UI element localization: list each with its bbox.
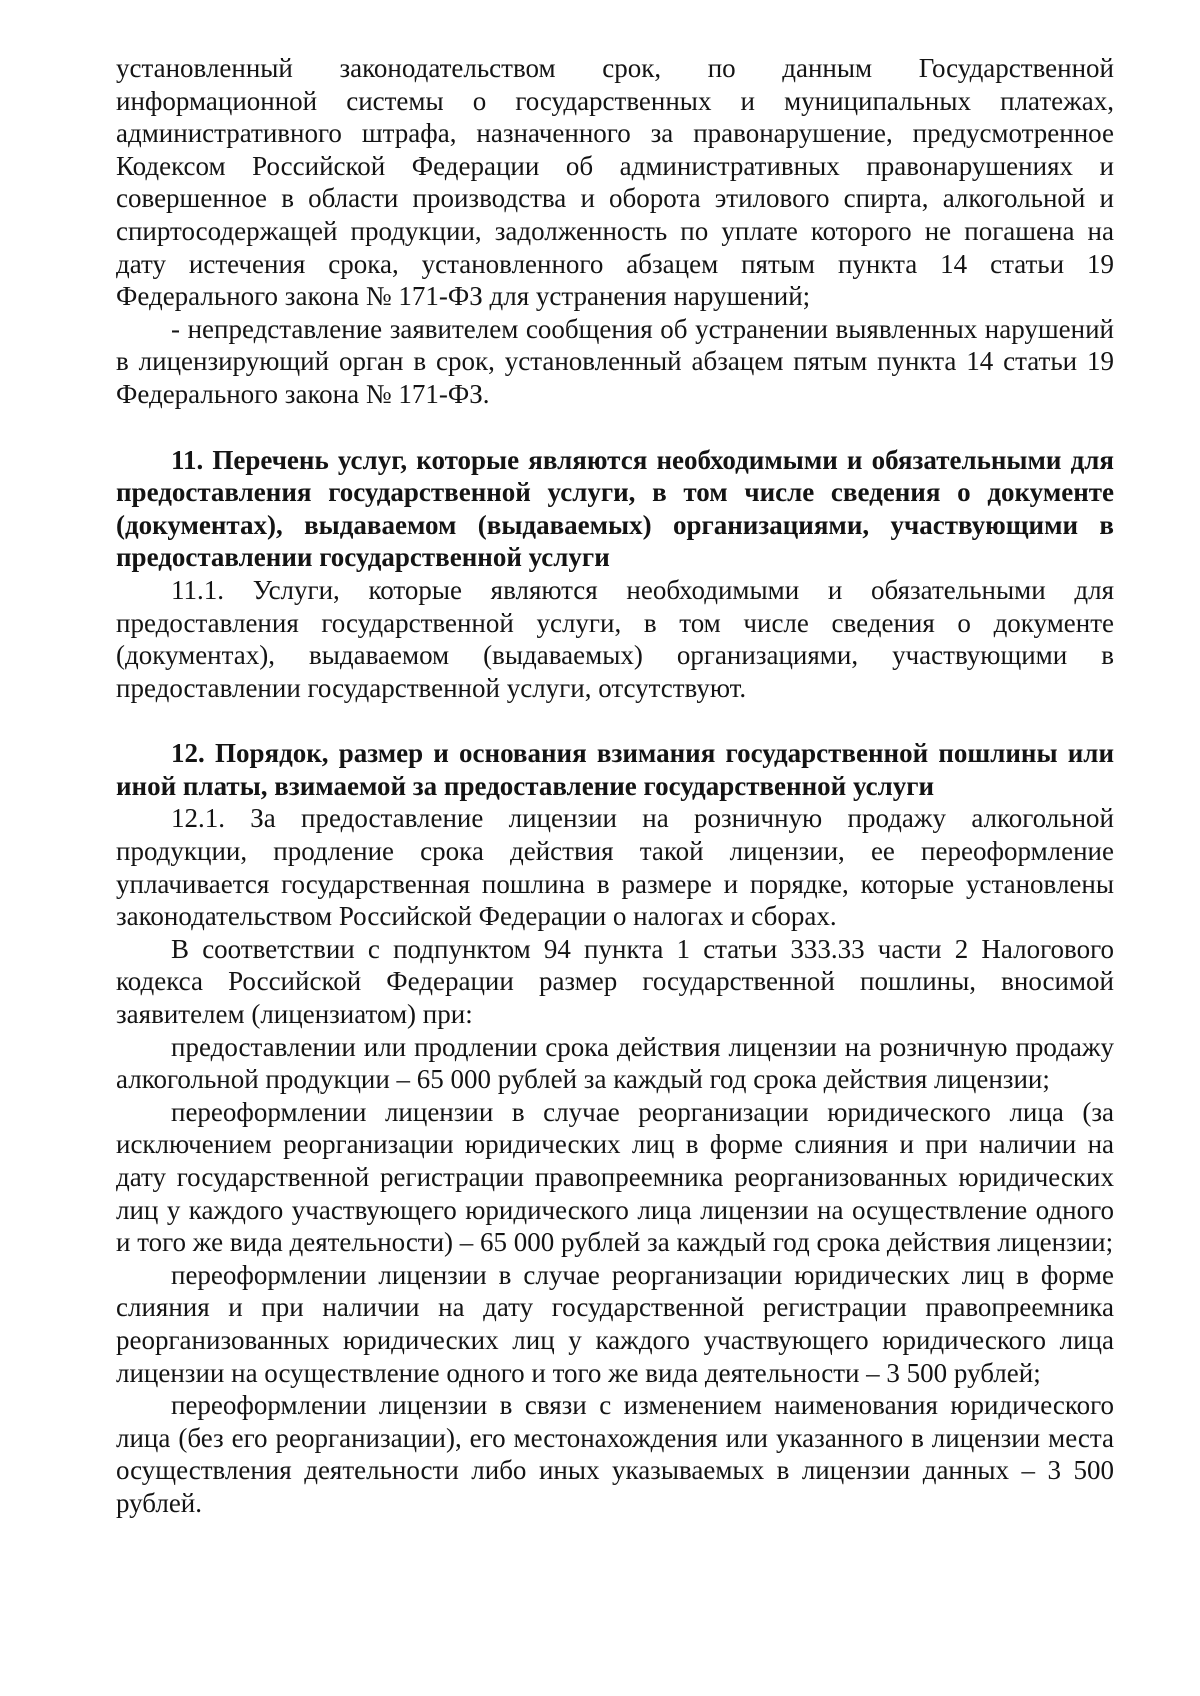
section-11-paragraph-1: 11.1. Услуги, которые являются необходимыми и обязательными для предоставления государственной услуги, в том числе сведения о документе (документах), выдаваемом (выдаваемых) организациями, участвующими в предоставлении государственной услуги, отсутствуют.: [116, 574, 1114, 703]
section-12-heading: 12. Порядок, размер и основания взимания государственной пошлины или иной платы, взимаемой за предоставление государственной услуги: [116, 738, 1114, 801]
section-12-paragraph-2: В соответствии с подпунктом 94 пункта 1 статьи 333.33 части 2 Налогового кодекса Российской Федерации размер государственной пошлины, вносимой заявителем (лицензиатом) при:: [116, 933, 1114, 1030]
paragraph-non-submission: - непредставление заявителем сообщения об устранении выявленных нарушений в лицензирующий орган в срок, установленный абзацем пятым пункта 14 статьи 19 Федерального закона № 171-ФЗ.: [116, 313, 1114, 409]
paragraph-continued: установленный законодательством срок, по данным Государственной информационной системы о государственных и муниципальных платежах, административного штрафа, назначенного за правонарушение, предусмотренное Кодексом Российской Федерации об административных правонарушениях и совершенное в области производства и оборота этилового спирта, алкогольной и спиртосодержащей продукции, задолженность по уплате которого не погашена на дату истечения срока, установленного абзацем пятым пункта 14 статьи 19 Федерального закона № 171-ФЗ для устранения нарушений;: [116, 53, 1114, 312]
section-11-heading: 11. Перечень услуг, которые являются необходимыми и обязательными для предоставления государственной услуги, в том числе сведения о документе (документах), выдаваемом (выдаваемых) организациями, участвующими в предоставлении государственной услуги: [116, 444, 1114, 573]
section-12-paragraph-6: переоформлении лицензии в связи с изменением наименования юридического лица (без его реорганизации), его местонахождения или указанного в лицензии места осуществления деятельности либо иных указываемых в лицензии данных – 3 500 рублей.: [116, 1390, 1114, 1518]
section-12-paragraph-5: переоформлении лицензии в случае реорганизации юридических лиц в форме слияния и при наличии на дату государственной регистрации правопреемника реорганизованных юридических лиц у каждого участвующего юридического лица лицензии на осуществление одного и того же вида деятельности – 3 500 рублей;: [116, 1259, 1114, 1388]
section-12-paragraph-1: 12.1. За предоставление лицензии на розничную продажу алкогольной продукции, продление срока действия такой лицензии, ее переоформление уплачивается государственная пошлина в размере и порядке, которые установлены законодательством Российской Федерации о налогах и сборах.: [116, 803, 1114, 932]
section-12-paragraph-3: предоставлении или продлении срока действия лицензии на розничную продажу алкогольной продукции – 65 000 рублей за каждый год срока действия лицензии;: [116, 1031, 1114, 1095]
document-page: [116, 52, 1114, 1520]
section-12-paragraph-4: переоформлении лицензии в случае реорганизации юридического лица (за исключением реорганизации юридических лиц в форме слияния и при наличии на дату государственной регистрации правопреемника реорганизованных юридических лиц у каждого участвующего юридического лица лицензии на осуществление одного и того же вида деятельности) – 65 000 рублей за каждый год срока действия лицензии;: [116, 1096, 1114, 1258]
